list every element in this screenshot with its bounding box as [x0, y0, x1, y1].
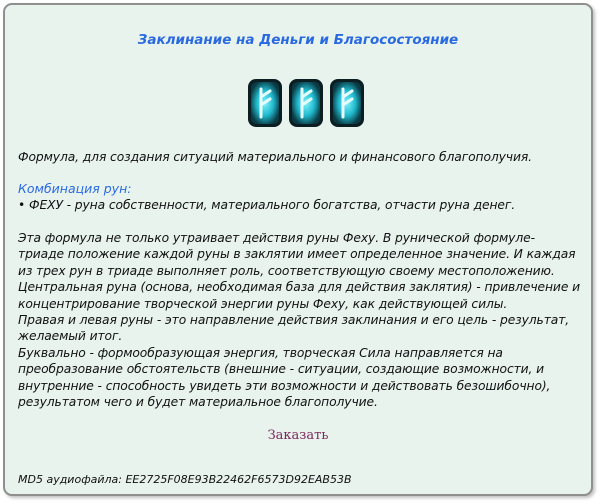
description-line: Правая и левая руны - это направление действия заклинания и его цель - результат,: [18, 313, 570, 328]
formula-line: Формула, для создания ситуаций материального и финансового благополучия.: [18, 150, 532, 164]
description: [18, 230, 590, 410]
spell-card: [3, 3, 593, 496]
order-link[interactable]: Заказать: [267, 428, 329, 443]
description-line: Буквально - формообразующая энергия, творческая Сила направляется на: [18, 345, 503, 360]
fehu-rune-icon: [248, 79, 282, 127]
fehu-rune-icon: [289, 79, 323, 127]
description-line: Центральная руна (основа, необходимая база для действия заклятия) - привлечение и: [18, 280, 580, 295]
combination-item: • ФЕХУ - руна собственности, материального богатства, отчасти руна денег.: [18, 198, 516, 212]
page-title: Заклинание на Деньги и Благосостояние: [137, 32, 459, 48]
description-line: результатом чего и будет материальное благополучие.: [18, 395, 378, 410]
description-line: триаде положение каждой руны в заклятии имеет определенное значение. И каждая: [18, 247, 576, 262]
rune-stones: [246, 75, 366, 131]
description-line: Эта формула не только утраивает действия руны Феху. В рунической формуле-: [18, 231, 535, 245]
description-line: концентрирование творческой энергии руны Феху, как действующей силы.: [18, 296, 508, 311]
description-line: из трех рун в триаде выполняет роль, соответствующую своему местоположению.: [18, 263, 555, 278]
description-line: внутренние - способность увидеть эти возможности и действовать безошибочно),: [18, 378, 551, 393]
description-line: преобразование обстоятельств (внешние - ситуации, создающие возможности, и: [18, 362, 545, 377]
description-line: желаемый итог.: [18, 329, 123, 344]
md5-checksum: MD5 аудиофайла: EE2725F08E93B22462F6573D92EAB53B: [18, 473, 352, 486]
fehu-rune-icon: [330, 79, 364, 127]
combination-heading: Комбинация рун:: [18, 181, 132, 196]
